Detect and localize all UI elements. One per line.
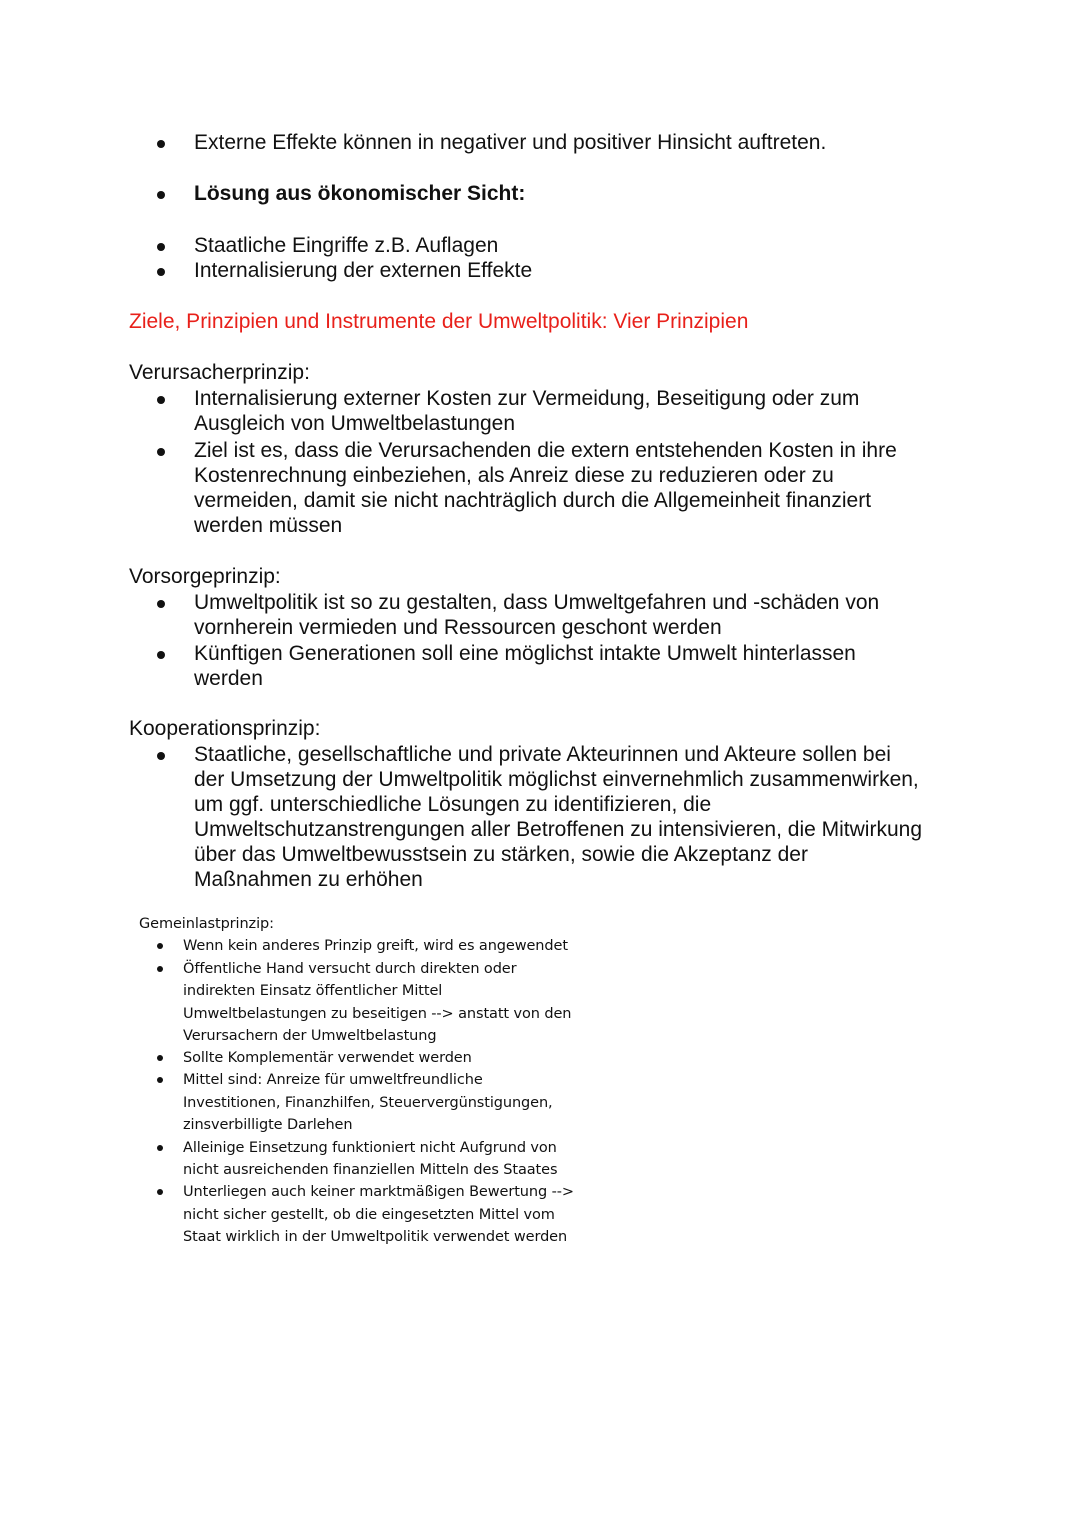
bullet-icon bbox=[157, 140, 165, 148]
intro-item-4: Internalisierung der externen Effekte bbox=[194, 259, 533, 282]
verursacher-b2-l2: Kostenrechnung einbeziehen, als Anreiz diese zu reduzieren oder zu bbox=[194, 464, 834, 487]
vorsorge-title: Vorsorgeprinzip: bbox=[129, 565, 281, 588]
gemeinlast-b4-l2: Investitionen, Finanzhilfen, Steuervergünstigungen, bbox=[183, 1095, 553, 1111]
bullet-icon bbox=[157, 243, 165, 251]
verursacher-b1-l2: Ausgleich von Umweltbelastungen bbox=[194, 412, 516, 435]
kooperation-b1-l6: Maßnahmen zu erhöhen bbox=[194, 868, 423, 891]
kooperation-b1-l2: der Umsetzung der Umweltpolitik möglichst einvernehmlich zusammenwirken, bbox=[194, 768, 919, 791]
gemeinlast-b2-l3: Umweltbelastungen zu beseitigen --> anstatt von den bbox=[183, 1006, 572, 1022]
verursacher-title: Verursacherprinzip: bbox=[129, 361, 310, 384]
gemeinlast-b6-l2: nicht sicher gestellt, ob die eingesetzten Mittel vom bbox=[183, 1207, 555, 1223]
bullet-icon bbox=[157, 268, 165, 276]
vorsorge-b1-l1: Umweltpolitik ist so zu gestalten, dass Umweltgefahren und -schäden von bbox=[194, 591, 880, 614]
verursacher-b2-l4: werden müssen bbox=[194, 514, 343, 537]
bullet-icon bbox=[157, 1145, 163, 1151]
verursacher-b2-l3: vermeiden, damit sie nicht nachträglich durch die Allgemeinheit finanziert bbox=[194, 489, 872, 512]
bullet-icon bbox=[157, 651, 165, 659]
gemeinlast-b6-l1: Unterliegen auch keiner marktmäßigen Bewertung --> bbox=[183, 1184, 574, 1200]
kooperation-b1-l3: um ggf. unterschiedliche Lösungen zu identifizieren, die bbox=[194, 793, 712, 816]
bullet-icon bbox=[157, 191, 165, 199]
bullet-icon bbox=[157, 1077, 163, 1083]
verursacher-b2-l1: Ziel ist es, dass die Verursachenden die extern entstehenden Kosten in ihre bbox=[194, 439, 897, 462]
gemeinlast-b2-l4: Verursachern der Umweltbelastung bbox=[183, 1028, 437, 1044]
gemeinlast-title: Gemeinlastprinzip: bbox=[139, 916, 274, 932]
bullet-icon bbox=[157, 966, 163, 972]
bullet-icon bbox=[157, 1055, 163, 1061]
gemeinlast-b2-l1: Öffentliche Hand versucht durch direkten oder bbox=[183, 961, 517, 977]
gemeinlast-b3-l1: Sollte Komplementär verwendet werden bbox=[183, 1050, 472, 1066]
verursacher-b1-l1: Internalisierung externer Kosten zur Vermeidung, Beseitigung oder zum bbox=[194, 387, 860, 410]
kooperation-b1-l1: Staatliche, gesellschaftliche und private Akteurinnen und Akteure sollen bei bbox=[194, 743, 891, 766]
bullet-icon bbox=[157, 1189, 163, 1195]
gemeinlast-b4-l3: zinsverbilligte Darlehen bbox=[183, 1117, 353, 1133]
intro-item-3: Staatliche Eingriffe z.B. Auflagen bbox=[194, 234, 499, 257]
kooperation-b1-l5: über das Umweltbewusstsein zu stärken, sowie die Akzeptanz der bbox=[194, 843, 808, 866]
bullet-icon bbox=[157, 600, 165, 608]
vorsorge-b2-l2: werden bbox=[194, 667, 263, 690]
gemeinlast-b2-l2: indirekten Einsatz öffentlicher Mittel bbox=[183, 983, 443, 999]
gemeinlast-b5-l1: Alleinige Einsetzung funktioniert nicht Aufgrund von bbox=[183, 1140, 557, 1156]
gemeinlast-b1-l1: Wenn kein anderes Prinzip greift, wird es angewendet bbox=[183, 938, 568, 954]
bullet-icon bbox=[157, 448, 165, 456]
gemeinlast-b4-l1: Mittel sind: Anreize für umweltfreundliche bbox=[183, 1072, 483, 1088]
intro-item-2: Lösung aus ökonomischer Sicht: bbox=[194, 182, 526, 205]
vorsorge-b1-l2: vornherein vermieden und Ressourcen geschont werden bbox=[194, 616, 722, 639]
kooperation-b1-l4: Umweltschutzanstrengungen aller Betroffenen zu intensivieren, die Mitwirkung bbox=[194, 818, 922, 841]
intro-item-1: Externe Effekte können in negativer und positiver Hinsicht auftreten. bbox=[194, 131, 827, 154]
bullet-icon bbox=[157, 752, 165, 760]
gemeinlast-b5-l2: nicht ausreichenden finanziellen Mitteln des Staates bbox=[183, 1162, 558, 1178]
bullet-icon bbox=[157, 396, 165, 404]
bullet-icon bbox=[157, 943, 163, 949]
kooperation-title: Kooperationsprinzip: bbox=[129, 717, 321, 740]
vorsorge-b2-l1: Künftigen Generationen soll eine möglichst intakte Umwelt hinterlassen bbox=[194, 642, 856, 665]
gemeinlast-b6-l3: Staat wirklich in der Umweltpolitik verwendet werden bbox=[183, 1229, 568, 1245]
section-title: Ziele, Prinzipien und Instrumente der Umweltpolitik: Vier Prinzipien bbox=[129, 310, 749, 333]
